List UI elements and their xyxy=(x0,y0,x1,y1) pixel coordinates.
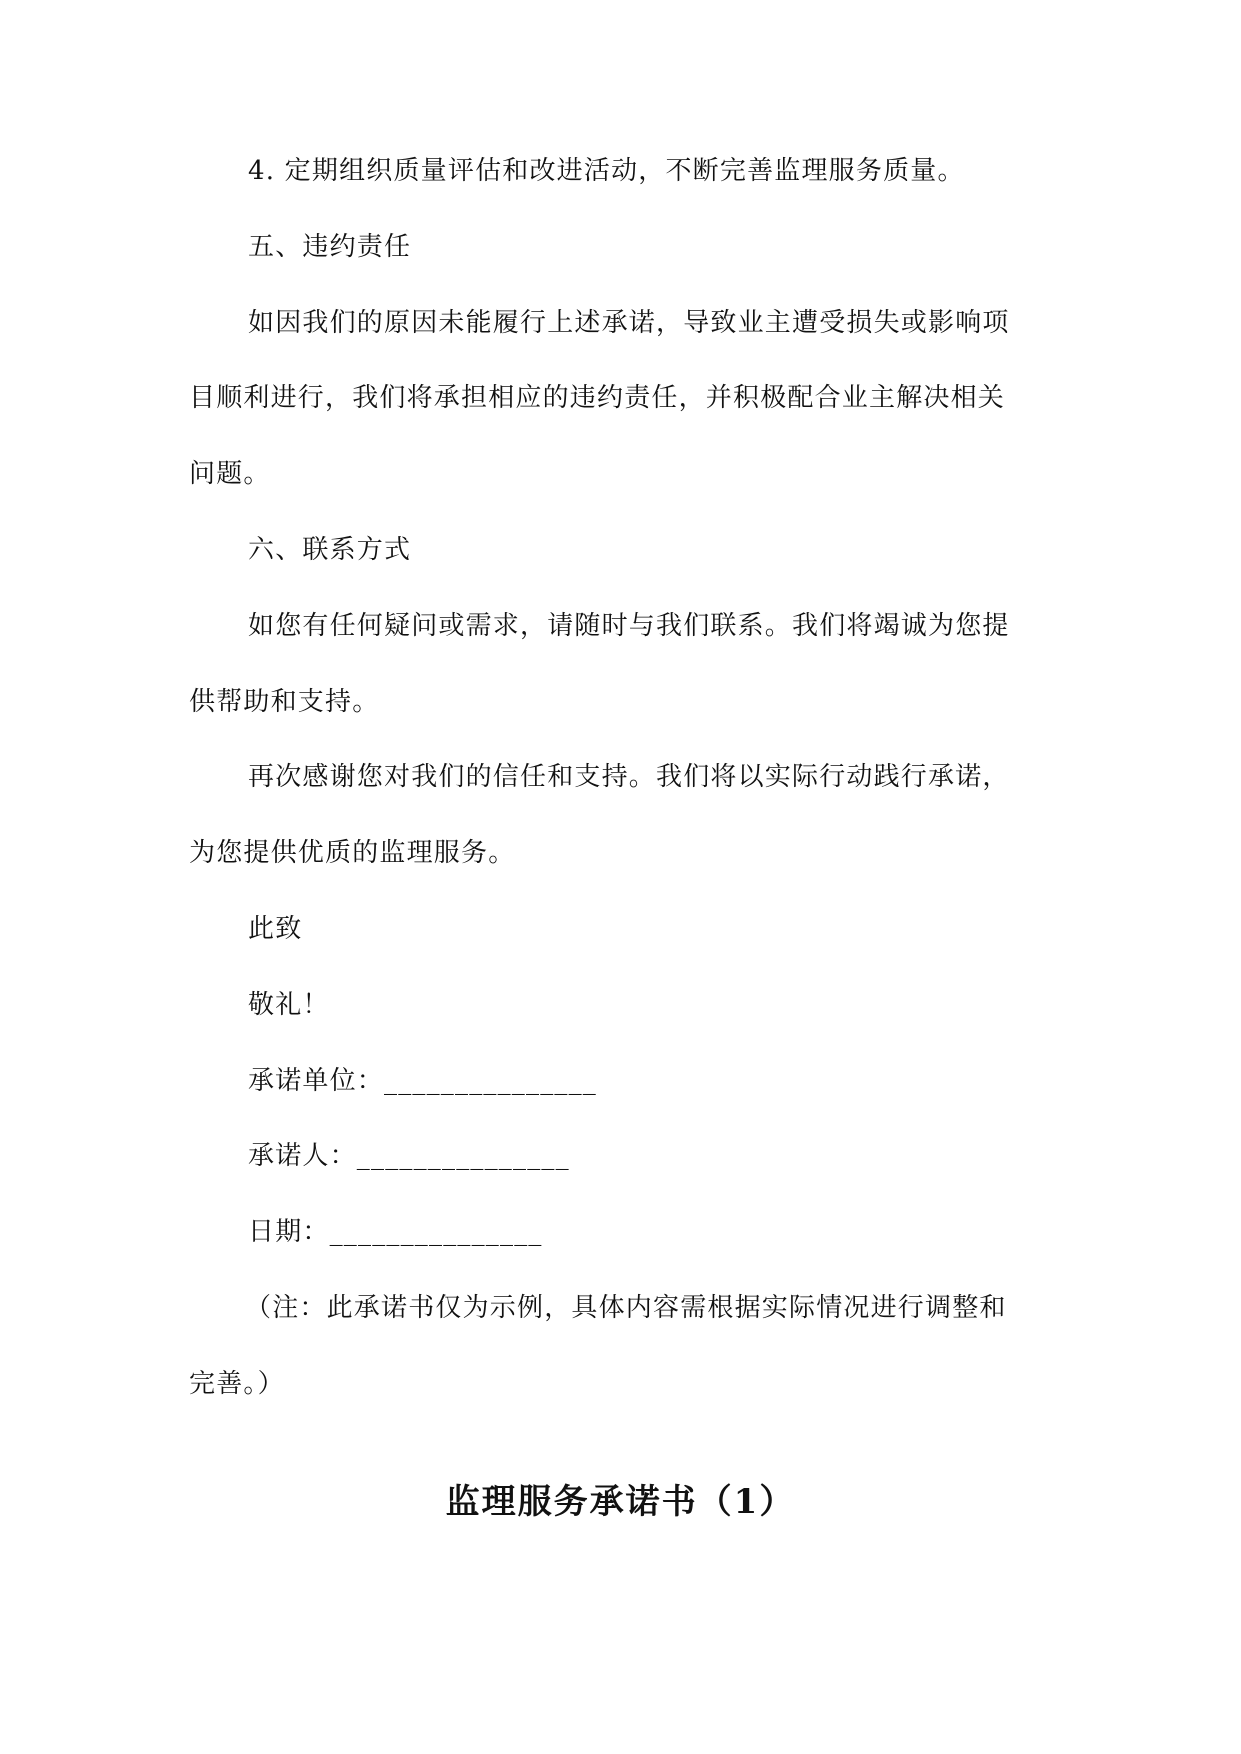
signature-unit: 承诺单位：_______________ xyxy=(248,1066,598,1096)
signature-person: 承诺人：_______________ xyxy=(248,1141,570,1171)
section-heading-contact: 六、联系方式 xyxy=(248,535,412,565)
list-item-4: 4. 定期组织质量评估和改进活动，不断完善监理服务质量。 xyxy=(248,156,965,186)
paragraph-breach-line-2: 目顺利进行，我们将承担相应的违约责任，并积极配合业主解决相关 xyxy=(189,383,1006,413)
closing-salutation: 此致 xyxy=(248,914,303,944)
signature-date: 日期：_______________ xyxy=(248,1217,543,1247)
paragraph-thanks-line-2: 为您提供优质的监理服务。 xyxy=(189,838,516,868)
paragraph-contact-line-2: 供帮助和支持。 xyxy=(189,687,380,717)
closing-regards: 敬礼！ xyxy=(248,990,330,1020)
paragraph-breach-line-1: 如因我们的原因未能履行上述承诺，导致业主遭受损失或影响项 xyxy=(248,308,1010,338)
paragraph-breach-line-3: 问题。 xyxy=(189,459,271,489)
next-document-title: 监理服务承诺书（1） xyxy=(445,1482,796,1522)
note-line-1: （注：此承诺书仅为示例，具体内容需根据实际情况进行调整和 xyxy=(245,1293,1007,1323)
paragraph-contact-line-1: 如您有任何疑问或需求，请随时与我们联系。我们将竭诚为您提 xyxy=(248,611,1010,641)
section-heading-breach: 五、违约责任 xyxy=(248,232,412,262)
paragraph-thanks-line-1: 再次感谢您对我们的信任和支持。我们将以实际行动践行承诺， xyxy=(248,762,1010,792)
note-line-2: 完善。） xyxy=(189,1369,285,1399)
